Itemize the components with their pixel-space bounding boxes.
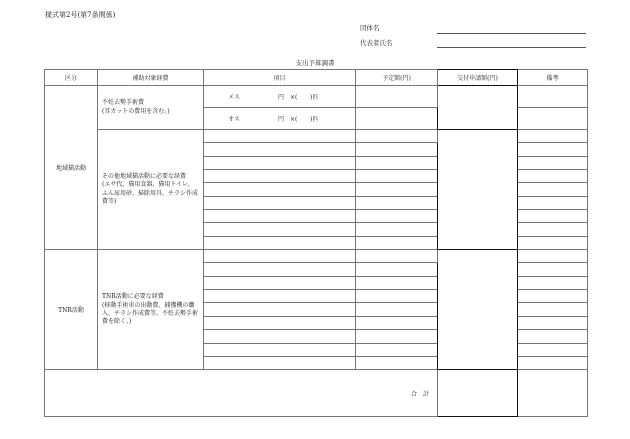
plan-amount-cell[interactable] [356,276,438,289]
plan-amount-cell[interactable] [356,108,438,130]
plan-amount-cell[interactable] [356,236,438,249]
plan-amount-cell[interactable] [356,86,438,108]
table-row [45,250,588,263]
notes-cell[interactable] [518,343,588,356]
item-cell[interactable] [204,263,356,276]
item-cell[interactable] [204,156,356,169]
notes-cell[interactable] [518,316,588,329]
org-name-label: 団体名 [360,24,380,32]
item-cell[interactable] [204,223,356,236]
apply-amount-cell[interactable] [438,86,518,130]
notes-cell[interactable] [518,223,588,236]
expense-description: TNR活動に必要な経費 (移動手術車の出動費、捕獲機の購入、チラシ作成費等。不妊去勢手術費を除く。) [98,250,204,370]
count-unit-label: )匹 [310,116,319,123]
notes-cell[interactable] [518,170,588,183]
plan-amount-cell[interactable] [356,356,438,369]
item-cell[interactable] [204,196,356,209]
item-cell[interactable] [204,143,356,156]
notes-cell[interactable] [518,196,588,209]
item-cell[interactable] [204,108,356,130]
header-apply-amount: 交付申請額(円) [438,70,518,86]
item-cell[interactable] [204,316,356,329]
item-cell[interactable] [204,170,356,183]
plan-amount-cell[interactable] [356,143,438,156]
header-kubun: 区分 [45,70,98,86]
header-item: 項目 [204,70,356,86]
notes-cell[interactable] [518,263,588,276]
notes-cell[interactable] [518,86,588,108]
expense-description: その他地域猫活動に必要な経費 (エサ代、猫用食器、猫用トイレ、ふん尿用砂、掃除用具、チラシ作成費等) [98,130,204,250]
plan-amount-cell[interactable] [356,210,438,223]
representative-label: 代表者氏名 [360,39,393,47]
plan-amount-cell[interactable] [356,303,438,316]
notes-cell[interactable] [518,156,588,169]
item-cell[interactable] [204,86,356,108]
plan-amount-cell[interactable] [356,223,438,236]
item-cell[interactable] [204,303,356,316]
count-unit-label: )匹 [310,94,319,101]
notes-cell[interactable] [518,130,588,143]
form-number: 様式第2号(第7条関係) [45,11,116,19]
plan-amount-cell[interactable] [356,156,438,169]
plan-amount-cell[interactable] [356,316,438,329]
sex-label: メス [228,94,241,101]
notes-cell[interactable] [518,276,588,289]
plan-amount-cell[interactable] [356,183,438,196]
item-cell[interactable] [204,343,356,356]
apply-amount-cell[interactable] [438,250,518,370]
notes-cell[interactable] [518,108,588,130]
apply-amount-cell[interactable] [438,130,518,250]
times-label: ×( [290,94,298,101]
budget-table [44,69,588,417]
sex-label: オス [228,116,240,123]
plan-amount-cell[interactable] [356,196,438,209]
total-label: 合 計 [45,370,438,417]
page-title: 支出予算調書 [295,59,335,67]
total-notes-cell[interactable] [518,370,588,417]
table-row [45,86,588,108]
plan-amount-cell[interactable] [356,250,438,263]
notes-cell[interactable] [518,290,588,303]
item-cell[interactable] [204,236,356,249]
times-label: ×( [290,116,298,123]
header-plan-amount: 予定額(円) [356,70,438,86]
notes-cell[interactable] [518,210,588,223]
representative-line[interactable] [437,47,586,48]
plan-amount-cell[interactable] [356,330,438,343]
total-row [45,370,588,417]
item-cell[interactable] [204,330,356,343]
org-name-line[interactable] [437,33,586,34]
plan-amount-cell[interactable] [356,263,438,276]
item-cell[interactable] [204,290,356,303]
notes-cell[interactable] [518,303,588,316]
yen-label: 円 [278,116,285,123]
table-row [45,130,588,143]
yen-label: 円 [278,94,285,101]
item-cell[interactable] [204,183,356,196]
category-cell: TNR活動 [45,250,98,370]
notes-cell[interactable] [518,183,588,196]
plan-amount-cell[interactable] [356,290,438,303]
item-cell[interactable] [204,356,356,369]
header-keihi: 補助対象経費 [98,70,204,86]
item-cell[interactable] [204,130,356,143]
notes-cell[interactable] [518,236,588,249]
plan-amount-cell[interactable] [356,343,438,356]
notes-cell[interactable] [518,143,588,156]
plan-amount-cell[interactable] [356,130,438,143]
plan-amount-cell[interactable] [356,170,438,183]
total-apply-amount[interactable] [438,370,518,417]
notes-cell[interactable] [518,356,588,369]
notes-cell[interactable] [518,330,588,343]
notes-cell[interactable] [518,250,588,263]
item-cell[interactable] [204,250,356,263]
item-cell[interactable] [204,210,356,223]
table-header-row [45,70,588,86]
item-cell[interactable] [204,276,356,289]
header-notes: 備考 [518,70,588,86]
expense-description: 不妊去勢手術費 (耳カットの費用を含む。) [98,86,204,130]
category-cell: 地域猫活動 [45,86,98,250]
